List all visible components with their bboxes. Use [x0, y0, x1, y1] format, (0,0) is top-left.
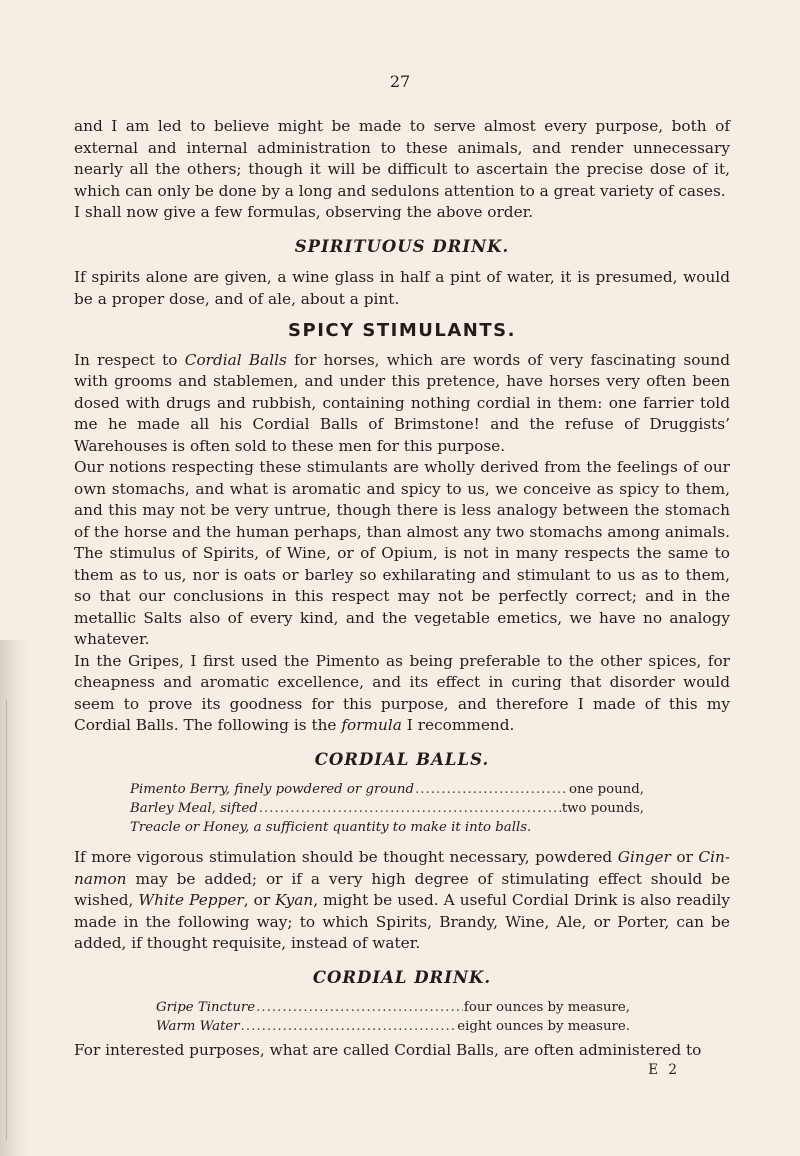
heading-cordial-balls: CORDIAL BALLS.: [314, 749, 490, 769]
stimulation-paragraph: [74, 847, 730, 955]
recipe-row: [130, 799, 644, 818]
text-run: , might be used. A useful Cordial Drink is also readily made in the following way; to which Spirits, Brandy, Wine, Ale, or Porter, can be added, if thought requisite, instead of water.: [74, 891, 730, 952]
recipe-ingredient: Gripe Tincture: [156, 1000, 256, 1015]
text-run: If more vigorous stimulation should be thought necessary, powdered: [74, 848, 618, 866]
gripes-paragraph: [74, 651, 730, 737]
stimulants-paragraph: Our notions respecting these stimulants are wholly derived from the feelings of our own stomachs, and what is aromatic and spicy to us, we conceive as spicy to them, and this may not be very untrue, though there is less analogy between the stomach of the horse and the human perhaps, than almost any two stomachs among animals. The stimulus of Spirits, of Wine, or of Opium, is not in many respects the same to them as to us, nor is oats or barley so exhilarating and stimulant to us as to them, so that our conclusions in this respect may not be perfectly correct; and in the metallic Salts also of every kind, and the vegetable emetics, we have no analogy whatever.: [74, 458, 730, 648]
recipe-amount: eight ounces by measure.: [457, 1019, 630, 1034]
recipe-ingredient: Barley Meal, sifted: [130, 801, 258, 816]
recipe-note: Treacle or Honey, a sufficient quantity to make it into balls.: [130, 820, 532, 835]
leader-dots: [241, 1017, 457, 1036]
recipe-row: [156, 998, 630, 1017]
emphasis: Kyan: [275, 891, 314, 909]
recipe-amount: one pound,: [568, 782, 644, 797]
heading-cordial-drink: CORDIAL DRINK.: [312, 967, 492, 987]
text-run: , or: [243, 891, 276, 909]
recipe-row: [130, 780, 644, 799]
page-number: 27: [389, 72, 411, 91]
binding-shadow: [0, 640, 28, 1156]
binding-edge: [6, 700, 7, 1140]
spirituous-paragraph: If spirits alone are given, a wine glass in half a pint of water, it is presumed, would be a proper dose, and of ale, about a pint.: [74, 268, 730, 308]
heading-spirituous-drink: SPIRITUOUS DRINK.: [294, 236, 510, 256]
intro-order-line: I shall now give a few formulas, observing the above order.: [74, 203, 534, 221]
heading-spicy-stimulants: SPICY STIMULANTS.: [288, 320, 516, 341]
recipe-row: [156, 1017, 630, 1036]
emphasis: Cin- namon: [74, 848, 730, 888]
recipe-amount: two pounds,: [561, 801, 644, 816]
signature-mark: E 2: [648, 1061, 680, 1078]
text-run: I recommend.: [401, 716, 515, 734]
text-run: In the Gripes, I first used the Pimento as being preferable to the other spices, for cheapness and aromatic excellence, and its effect in curing that disorder would seem to prove its goodness for this purpose, and therefore I made of this my Cordial Balls. The following is the: [74, 651, 730, 734]
emphasis: Cordial Balls: [184, 350, 287, 369]
cordial-balls-recipe: [74, 780, 730, 837]
recipe-ingredient: Pimento Berry, finely powdered or ground: [130, 782, 415, 797]
emphasis: formula: [341, 716, 402, 734]
text-run: may be added; or if a very high degree of stimulating effect should be wished,: [74, 869, 730, 909]
intro-paragraph: and I am led to believe might be made to serve almost every purpose, both of external and internal administration to these animals, and render unnecessary nearly all the others; though it will be difficult to ascertain the precise dose of it, which can only be done by a long and sedulons attention to a great variety of cases.: [74, 117, 730, 200]
text-run: or: [670, 848, 699, 866]
cordial-balls-paragraph: [74, 350, 730, 458]
recipe-ingredient: Warm Water: [156, 1019, 240, 1034]
page-text: [74, 116, 730, 1078]
emphasis: Ginger: [617, 848, 671, 866]
leader-dots: [415, 780, 568, 799]
text-run: for horses, which are words of very fascinating sound with grooms and stablemen, and under this pretence, have horses very often been dosed with drugs and rubbish, containing nothing cordial in them: one farrier told me he made all his Cordial Balls of Brimstone! and the refuse of Druggists’ Warehouses is often sold to these men for this purpose.: [74, 350, 730, 455]
recipe-amount: four ounces by measure,: [463, 1000, 630, 1015]
text-run: In respect to: [74, 350, 185, 369]
leader-dots: [256, 998, 463, 1017]
leader-dots: [259, 799, 561, 818]
emphasis: White Pepper: [138, 891, 244, 909]
closing-line: For interested purposes, what are called Cordial Balls, are often administered to: [74, 1041, 702, 1059]
cordial-drink-recipe: [74, 998, 730, 1036]
